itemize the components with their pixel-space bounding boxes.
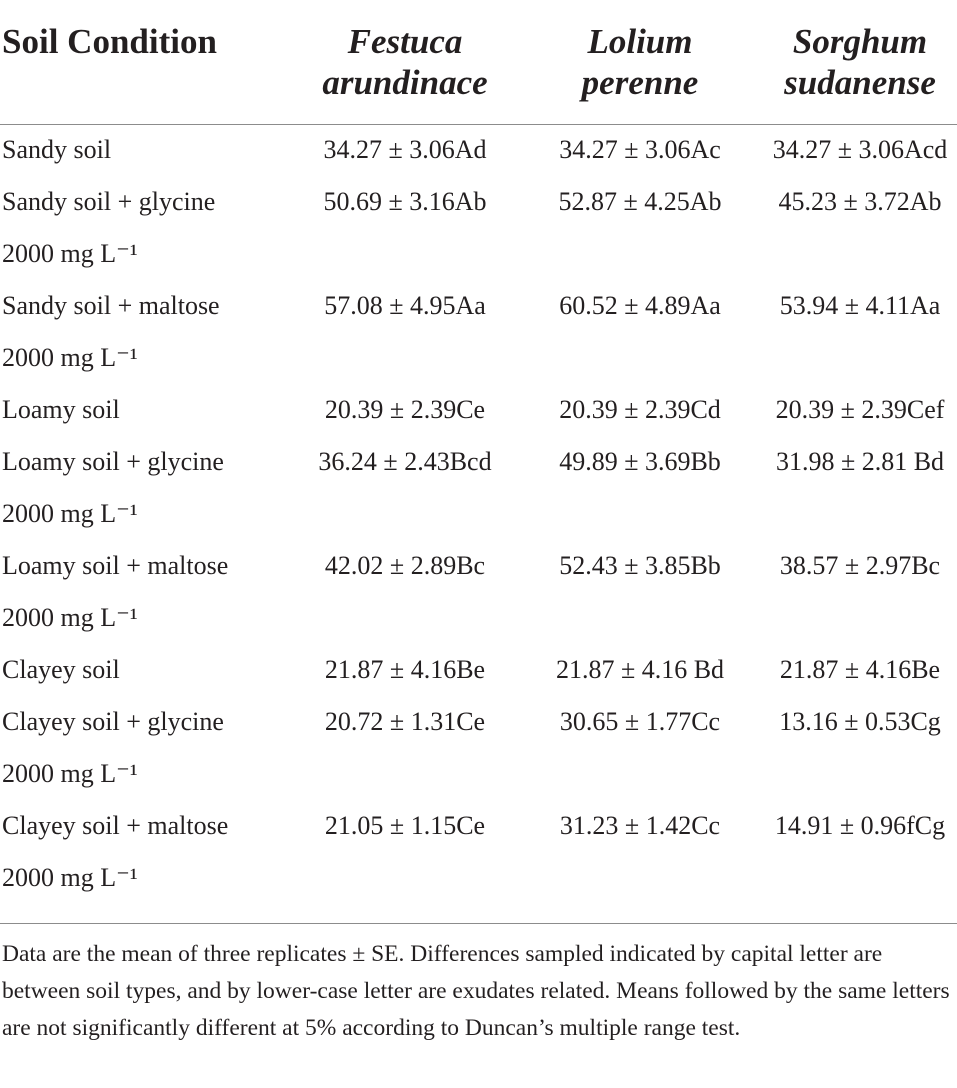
row-label (2, 551, 229, 632)
value-festuca: 21.05 ± 1.15Ce (324, 811, 486, 840)
value-festuca: 42.02 ± 2.89Bc (324, 551, 486, 580)
row-label-line2: 2000 mg L⁻¹ (2, 343, 138, 372)
table-header (0, 0, 957, 125)
row-label-line1: Clayey soil (2, 655, 120, 684)
value-sorghum: 34.27 ± 3.06Acd (772, 135, 948, 164)
value-lolium: 52.87 ± 4.25Ab (558, 187, 722, 216)
value-lolium: 20.39 ± 2.39Cd (559, 395, 721, 424)
row-label (2, 707, 224, 788)
table-body (0, 125, 957, 924)
row-label-line1: Loamy soil + glycine (2, 447, 224, 476)
value-festuca: 36.24 ± 2.43Bcd (318, 447, 492, 476)
value-festuca: 21.87 ± 4.16Be (324, 655, 486, 684)
value-festuca: 20.72 ± 1.31Ce (324, 707, 486, 736)
row-label (2, 655, 120, 685)
row-label (2, 291, 220, 372)
value-lolium: 21.87 ± 4.16 Bd (555, 655, 725, 684)
header-festuca-line2: arundinace (322, 63, 488, 102)
value-sorghum: 21.87 ± 4.16Be (779, 655, 941, 684)
header-sorghum (760, 21, 957, 103)
row-label (2, 135, 111, 165)
row-label-line1: Clayey soil + maltose (2, 811, 229, 840)
value-festuca: 57.08 ± 4.95Aa (324, 291, 486, 320)
row-label (2, 395, 120, 425)
row-label-line1: Clayey soil + glycine (2, 707, 224, 736)
row-label (2, 187, 216, 268)
row-label (2, 447, 224, 528)
value-lolium: 34.27 ± 3.06Ac (559, 135, 721, 164)
value-sorghum: 53.94 ± 4.11Aa (779, 291, 941, 320)
value-festuca: 34.27 ± 3.06Ad (323, 135, 487, 164)
table-footnote: Data are the mean of three replicates ± SE. Differences sampled indicated by capital letter are between soil types, and by lower-case letter are exudates related. Means followed by the same letters are not significantly different at 5% according to Duncan’s multiple range test. (2, 941, 950, 1041)
value-sorghum: 14.91 ± 0.96fCg (774, 811, 946, 840)
header-soil-condition: Soil Condition (2, 22, 217, 61)
value-festuca: 50.69 ± 3.16Ab (323, 187, 487, 216)
row-label-line2: 2000 mg L⁻¹ (2, 499, 138, 528)
header-lolium-line1: Lolium (587, 22, 693, 61)
row-label (2, 811, 229, 892)
value-lolium: 31.23 ± 1.42Cc (559, 811, 721, 840)
header-festuca (305, 21, 505, 103)
row-label-line1: Sandy soil + maltose (2, 291, 220, 320)
row-label-line2: 2000 mg L⁻¹ (2, 759, 138, 788)
row-label-line2: 2000 mg L⁻¹ (2, 239, 138, 268)
value-lolium: 30.65 ± 1.77Cc (559, 707, 721, 736)
row-label-line1: Sandy soil (2, 135, 112, 164)
value-festuca: 20.39 ± 2.39Ce (324, 395, 486, 424)
header-lolium (540, 21, 740, 103)
row-label-line2: 2000 mg L⁻¹ (2, 863, 138, 892)
value-sorghum: 13.16 ± 0.53Cg (779, 707, 941, 736)
header-lolium-line2: perenne (581, 63, 699, 102)
value-lolium: 52.43 ± 3.85Bb (559, 551, 721, 580)
row-label-line1: Loamy soil (2, 395, 120, 424)
row-label-line2: 2000 mg L⁻¹ (2, 603, 138, 632)
row-label-line1: Loamy soil + maltose (2, 551, 229, 580)
value-sorghum: 45.23 ± 3.72Ab (778, 187, 942, 216)
header-festuca-line1: Festuca (347, 22, 463, 61)
header-sorghum-line1: Sorghum (792, 22, 928, 61)
header-sorghum-line2: sudanense (784, 63, 936, 102)
value-sorghum: 31.98 ± 2.81 Bd (775, 447, 945, 476)
value-lolium: 49.89 ± 3.69Bb (559, 447, 721, 476)
value-lolium: 60.52 ± 4.89Aa (559, 291, 721, 320)
value-sorghum: 38.57 ± 2.97Bc (779, 551, 941, 580)
value-sorghum: 20.39 ± 2.39Cef (775, 395, 945, 424)
row-label-line1: Sandy soil + glycine (2, 187, 216, 216)
